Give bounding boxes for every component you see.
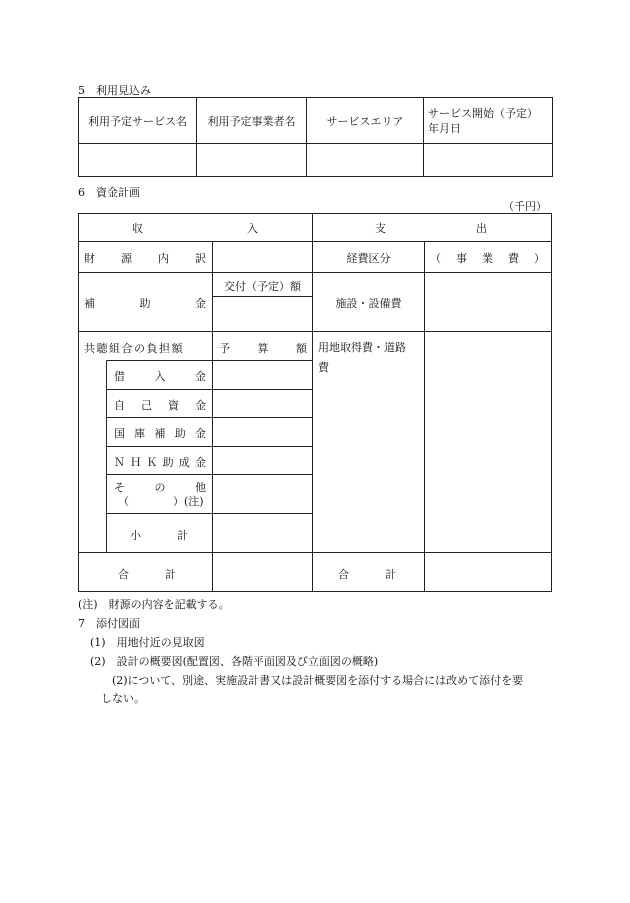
subtotal-label: 小 計 <box>130 529 188 542</box>
item-nhk-grant: Ｎ Ｈ Ｋ 助 成 金 <box>114 456 206 469</box>
header-service-name: 利用予定サービス名 <box>79 98 197 144</box>
facility-cost-label: 施設・設備費 <box>335 297 402 310</box>
attachment-item-2: (2) 設計の概要図(配置図、各階平面図及び立面図の概略) <box>90 655 379 668</box>
project-cost-label: （ 事 業 費 ） <box>430 252 545 265</box>
section6-title: 6 資金計画 <box>78 186 140 199</box>
total-left-label: 合 計 <box>118 568 176 581</box>
total-right-label: 合 計 <box>338 568 396 581</box>
attachment-note-line2: しない。 <box>101 692 145 705</box>
section7-title: 7 添付図面 <box>78 617 140 630</box>
grant-amount-label: 交付（予定）額 <box>224 280 301 293</box>
source-breakdown-label: 財 源 内 訳 <box>84 252 206 265</box>
section5-title: 5 利用見込み <box>78 84 151 97</box>
item-other: そ の 他 <box>114 481 206 494</box>
header-operator-name: 利用予定事業者名 <box>197 98 307 144</box>
expense-category-label: 経費区分 <box>346 252 391 265</box>
attachment-item-1: (1) 用地付近の見取図 <box>90 636 205 649</box>
header-service-start: サービス開始（予定） <box>428 106 538 120</box>
item-national-subsidy: 国 庫 補 助 金 <box>114 427 206 440</box>
item-other-note: （ ）(注) <box>118 495 204 508</box>
subsidy-label: 補 助 金 <box>84 297 206 310</box>
attachment-note-line1: (2)について、別途、実施設計書又は設計概要図を添付する場合には改めて添付を要 <box>112 674 524 687</box>
item-borrowing: 借 入 金 <box>114 370 206 383</box>
budget-amount-label: 予 算 額 <box>219 342 307 355</box>
income-char: 入 <box>247 222 258 235</box>
header-service-start-date: 年月日 <box>428 121 461 135</box>
item-own-funds: 自 己 資 金 <box>114 399 206 412</box>
unit-label: （千円） <box>503 200 547 213</box>
expense-char: 支 <box>375 222 386 235</box>
funding-note: (注) 財源の内容を記載する。 <box>78 598 230 611</box>
land-cost-label: 用地取得費・道路 費 <box>318 341 406 374</box>
header-service-area: サービスエリア <box>307 98 424 144</box>
expense-char: 出 <box>476 222 487 235</box>
income-char: 収 <box>132 222 143 235</box>
coop-burden-label: 共聴組合の負担額 <box>84 342 184 355</box>
